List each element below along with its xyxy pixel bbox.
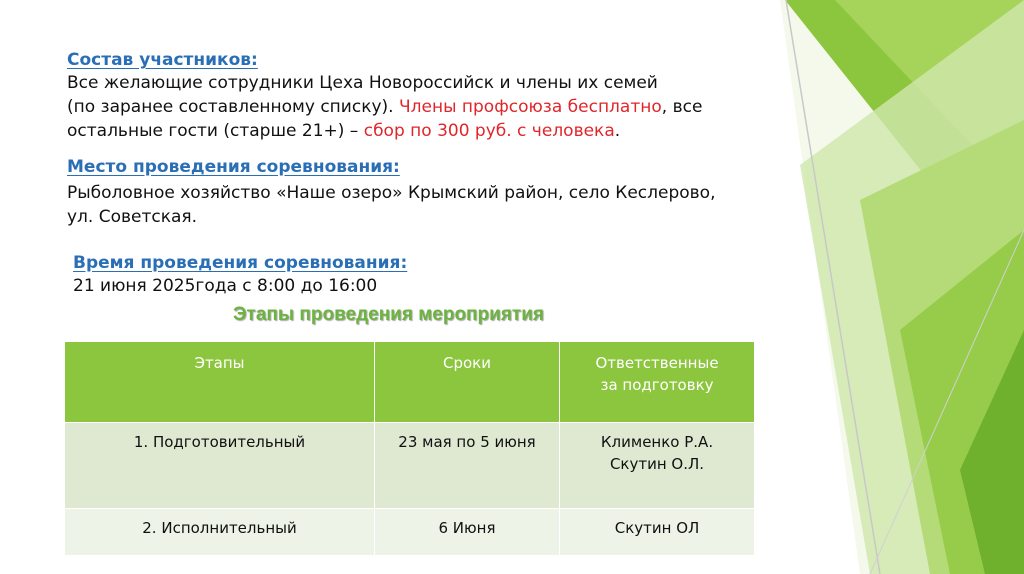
column-header-responsible-line2: за подготовку	[600, 376, 714, 394]
dates-cell: 6 Июня	[375, 509, 560, 556]
stages-table	[64, 341, 755, 556]
column-header-responsible	[560, 342, 755, 423]
column-header-dates: Сроки	[375, 342, 560, 423]
column-header-responsible-line1: Ответственные	[595, 354, 719, 372]
column-header-stages: Этапы	[65, 342, 375, 423]
participants-heading: Состав участников:	[67, 50, 258, 70]
responsible-name: Клименко Р.А.	[600, 433, 714, 451]
participants-line1: Все желающие сотрудники Цеха Новороссийск и члены их семей	[67, 73, 658, 93]
participants-line2-text: (по заранее составленному списку).	[67, 97, 399, 117]
guest-fee-text: сбор по 300 руб. с человека	[363, 121, 615, 141]
free-for-members-text: Члены профсоюза бесплатно	[398, 97, 662, 117]
time-heading: Время проведения соревнования:	[73, 253, 408, 273]
table-row	[65, 509, 755, 556]
responsible-name: Скутин О.Л.	[609, 455, 705, 473]
dates-cell: 23 мая по 5 июня	[375, 423, 560, 509]
participants-line3-text: остальные гости (старше 21+) –	[67, 121, 364, 141]
table-header-row	[65, 342, 755, 423]
stage-cell: 2. Исполнительный	[65, 509, 375, 556]
venue-line1: Рыболовное хозяйство «Наше озеро» Крымский район, село Кеслерово,	[67, 183, 716, 203]
participants-line2-tail: , все	[661, 97, 703, 117]
responsible-cell	[560, 423, 755, 509]
stage-cell: 1. Подготовительный	[65, 423, 375, 509]
responsible-cell	[560, 509, 755, 556]
venue-line2: ул. Советская.	[67, 207, 198, 227]
venue-heading: Место проведения соревнования:	[67, 157, 400, 177]
responsible-name: Скутин ОЛ	[614, 519, 700, 537]
table-row	[65, 423, 755, 509]
stages-title: Этапы проведения мероприятия	[233, 304, 544, 325]
participants-line2	[67, 97, 702, 117]
time-line1: 21 июня 2025года с 8:00 до 16:00	[73, 276, 378, 296]
participants-line3-tail: .	[614, 121, 621, 141]
participants-line3	[67, 121, 620, 141]
